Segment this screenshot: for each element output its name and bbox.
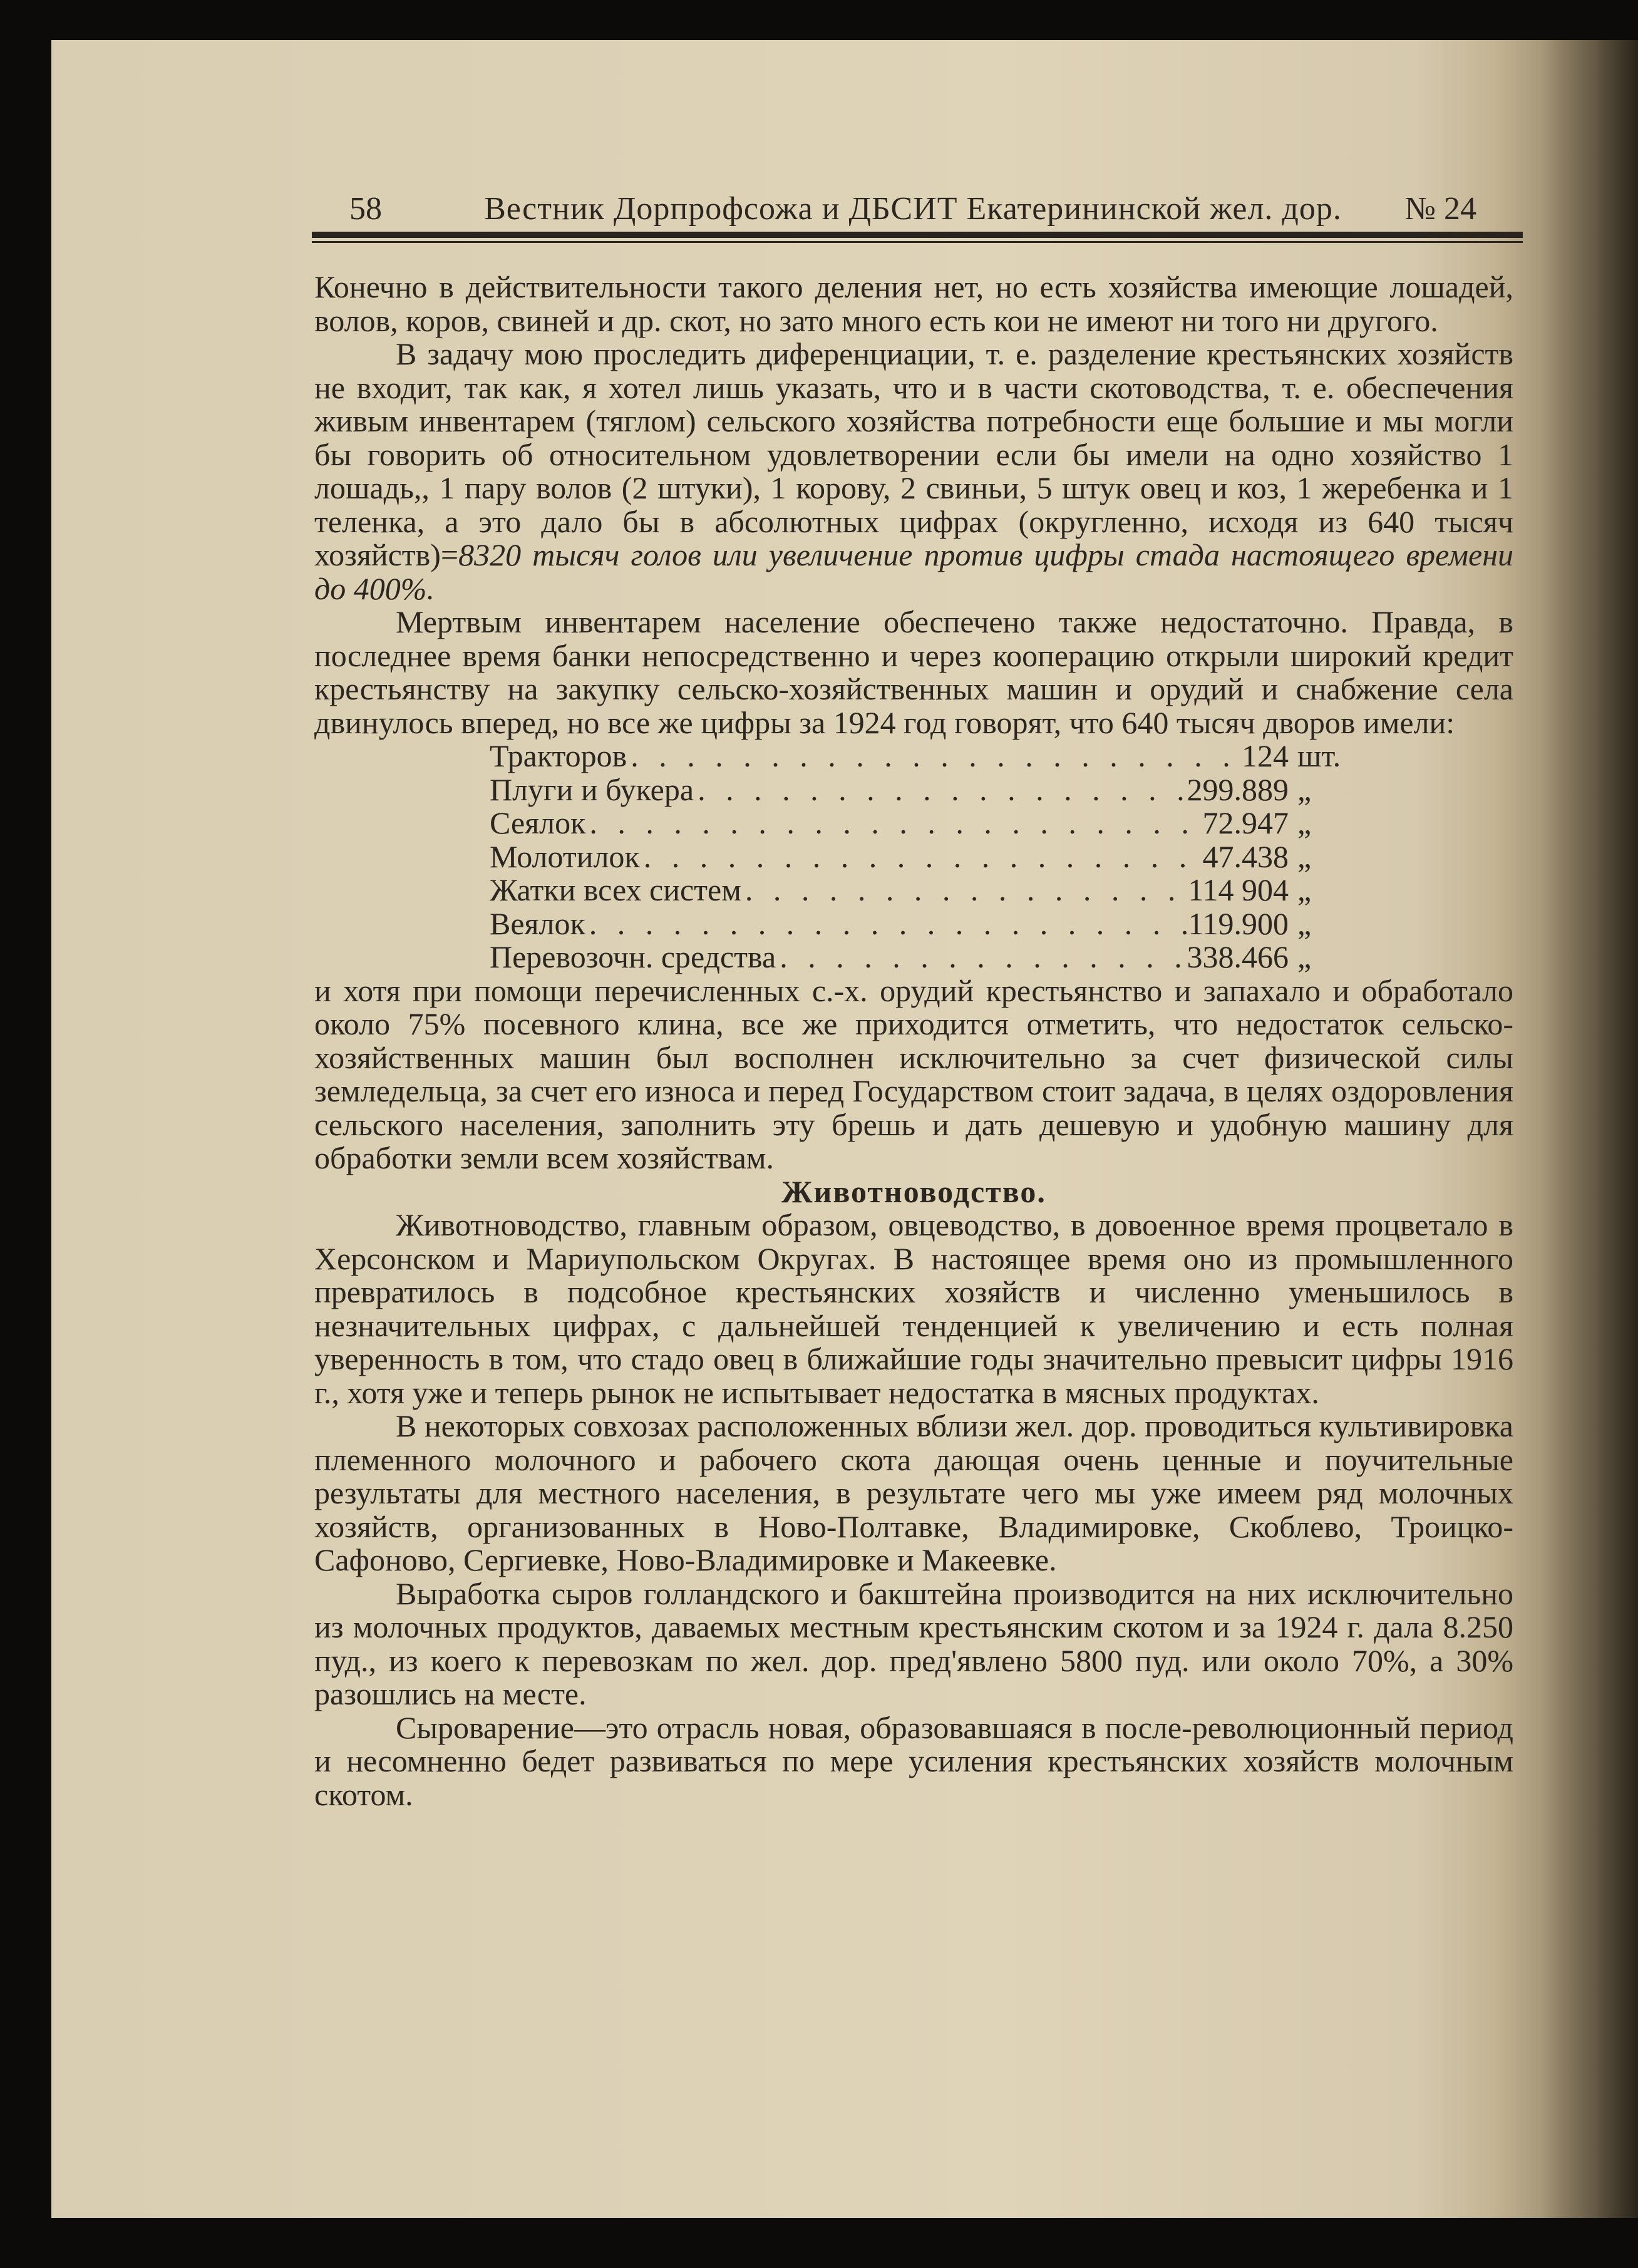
inventory-unit: шт. <box>1297 738 1341 773</box>
paragraph-2-italic: 8320 тысяч голов или увеличение против цифры стада настоящего времени до 400%. <box>314 537 1513 606</box>
inventory-unit: „ <box>1297 838 1312 874</box>
section-heading: Животноводство. <box>781 1173 1046 1209</box>
inventory-value: 72.947 <box>1202 805 1289 840</box>
paragraph-4: и хотя при помощи перечисленных с.-х. орудий крестьянство и запахало и обработало около 75% посевного клина, все же приходится отметить, что недостаток сельско-хозяйственных машин был восполнен исключительно за счет физической силы земледельца, за счет его износа и перед Государством стоит задача, в целях оздоровления сельского населения, заполнить эту брешь и дать дешевую и удобную машину для обработки земли всем хозяйствам. <box>314 972 1513 1175</box>
leader-dots <box>585 807 1202 840</box>
article-body <box>314 271 1513 1812</box>
inventory-unit: „ <box>1297 805 1312 840</box>
inventory-unit: „ <box>1297 872 1312 907</box>
paragraph-7: Выработка сыров голландского и бакштейна производится на них исключительно из молочных продуктов, даваемых местным крестьянским скотом и за 1924 г. дала 8.250 пуд., из коего к перевозкам по жел. дор. пред'явлено 5800 пуд. или около 70%, а 30% разошлись на месте. <box>314 1575 1513 1711</box>
inventory-name: Плуги и букера <box>490 771 694 807</box>
page-number: 58 <box>349 191 382 227</box>
header-rule <box>312 232 1523 238</box>
inventory-row <box>490 807 1354 840</box>
leader-dots <box>640 840 1203 874</box>
inventory-row <box>490 740 1354 773</box>
inventory-row <box>490 840 1354 874</box>
inventory-unit: „ <box>1297 771 1312 807</box>
inventory-row <box>490 773 1354 807</box>
journal-title: Вестник Дорпрофсожа и ДБСИТ Екатерининской жел. дор. <box>484 191 1342 227</box>
inventory-value: 124 <box>1242 738 1289 773</box>
inventory-value: 338.466 <box>1187 939 1289 974</box>
leader-dots <box>585 907 1188 941</box>
inventory-name: Молотилок <box>490 838 640 874</box>
paragraph-6: В некоторых совхозах расположенных вблизи жел. дор. проводиться культивировка племенного молочного и рабочего скота дающая очень ценные и поучительные результаты для местного населения, в результате чего мы уже имеем ряд молочных хозяйств, организованных в Ново-Полтавке, Владимировке, Скоблево, Троицко-Сафоново, Сергиевке, Ново-Владимировке и Макеевке. <box>314 1408 1513 1577</box>
inventory-name: Перевозочн. средства <box>490 939 776 974</box>
inventory-name: Жатки всех систем <box>490 872 741 907</box>
running-header <box>299 153 1527 228</box>
inventory-value: 299.889 <box>1187 771 1289 807</box>
paragraph-2 <box>314 338 1513 606</box>
inventory-row <box>490 874 1354 907</box>
inventory-name: Сеялок <box>490 805 586 840</box>
header-rule-thin <box>312 241 1523 243</box>
paragraph-3: Мертвым инвентарем население обеспечено также недостаточно. Правда, в последнее время банки непосредственно и через кооперацию открыли широкий кредит крестьянству на закупку сельско-хозяйственных машин и орудий и снабжение села двинулось вперед, но все же цифры за 1924 год говорят, что 640 тысяч дворов имели: <box>314 604 1513 740</box>
inventory-unit: „ <box>1297 905 1312 941</box>
leader-dots <box>741 874 1188 907</box>
leader-dots <box>694 773 1187 807</box>
inventory-row <box>490 907 1354 941</box>
leader-dots <box>627 740 1242 773</box>
leader-dots <box>776 941 1187 974</box>
inventory-unit: „ <box>1297 939 1312 974</box>
inventory-table <box>490 740 1354 974</box>
paragraph-5: Животноводство, главным образом, овцеводство, в довоенное время процветало в Херсонском и Мариупольском Округах. В настоящее время оно из промышленного превратилось в подсобное крестьянских хозяйств и численно уменьшилось в незначительных цифрах, с дальнейшей тенденцией к увеличению и есть полная уверенность в том, что стадо овец в ближайшие годы значительно превысит цифры 1916 г., хотя уже и теперь рынок не испытывает недостатка в мясных продуктах. <box>314 1207 1513 1410</box>
paragraph-1: Конечно в действительности такого деления нет, но есть хозяйства имеющие лошадей, волов, коров, свиней и др. скот, но зато много есть кои не имеют ни того ни другого. <box>314 269 1513 338</box>
inventory-value: 47.438 <box>1202 838 1289 874</box>
paragraph-8: Сыроварение—это отрасль новая, образовавшаяся в после-революционный период и несомненно бедет развиваться по мере усиления крестьянских хозяйств молочным скотом. <box>314 1709 1513 1812</box>
inventory-value: 114 904 <box>1188 872 1289 907</box>
journal-page <box>51 40 1638 2218</box>
inventory-row <box>490 941 1354 974</box>
inventory-value: 119.900 <box>1188 905 1289 941</box>
paragraph-2-text: В задачу мою проследить диференциации, т. е. разделение крестьянских хозяйств не входит, так как, я хотел лишь указать, что и в части скотоводства, т. е. обеспечения живым инвентарем (тяглом) сельского хозяйства потребности еще большие и мы могли бы говорить об относительном удовлетворении если бы имели на одно хозяйство 1 лошадь,, 1 пару волов (2 штуки), 1 корову, 2 свиньи, 5 штук овец и коз, 1 жеребенка и 1 теленка, а это дало бы в абсолютных цифрах (округленно, исходя из 640 тысяч хозяйств)= <box>314 336 1513 572</box>
issue-number: № 24 <box>1404 191 1476 227</box>
inventory-name: Веялок <box>490 905 585 941</box>
inventory-name: Тракторов <box>490 738 627 773</box>
